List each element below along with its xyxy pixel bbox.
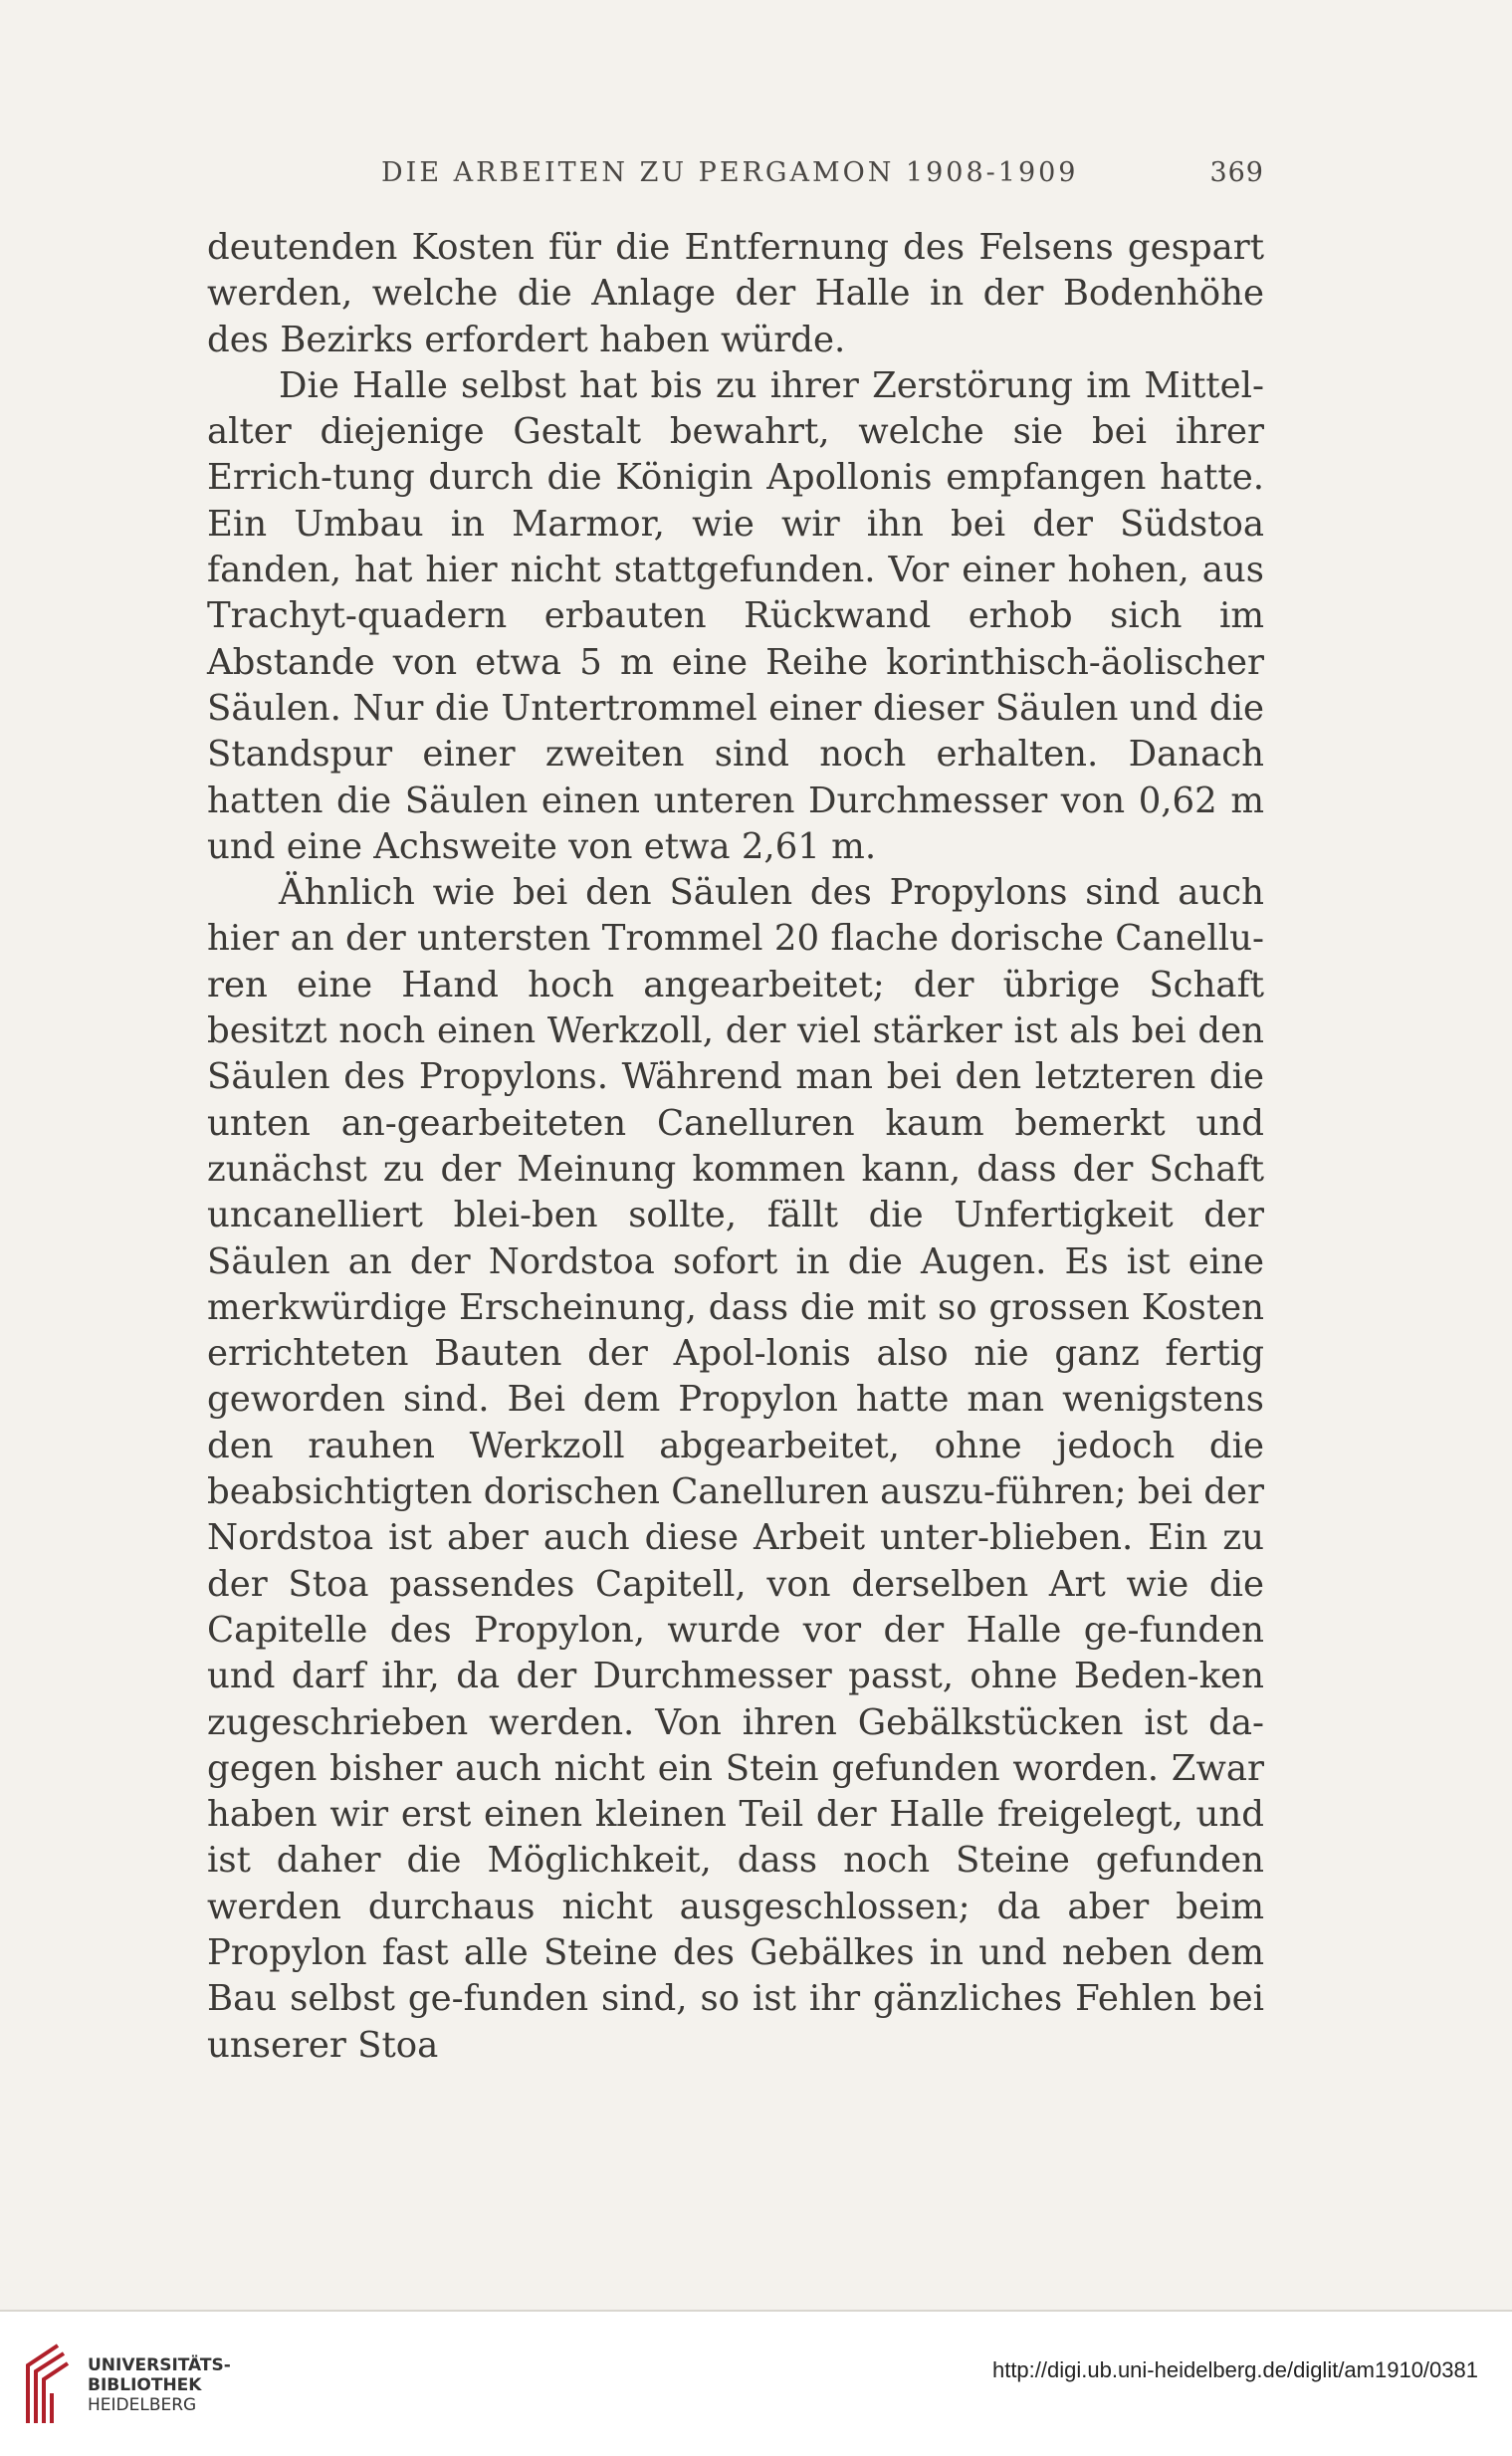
library-name <box>88 2355 231 2415</box>
library-name-line2: BIBLIOTHEK <box>88 2375 202 2395</box>
page-number: 369 <box>1209 157 1264 188</box>
footer-bar <box>0 2310 1512 2456</box>
running-title: DIE ARBEITEN ZU PERGAMON 1908-1909 <box>381 157 1079 188</box>
body-text <box>207 225 1264 2069</box>
paragraph-2: Die Halle selbst hat bis zu ihrer Zerstörung im Mittel-alter diejenige Gestalt bewahrt, welche sie bei ihrer Errich-tung durch die Königin Apollonis empfangen hatte. Ein Umbau in Marmor, wie wir ihn bei der Südstoa fanden, hat hier nicht stattgefunden. Vor einer hohen, aus Trachyt-quadern erbauten Rückwand erhob sich im Abstande von etwa 5 m eine Reihe korinthisch-äolischer Säulen. Nur die Untertrommel einer dieser Säulen und die Standspur einer zweiten sind noch erhalten. Danach hatten die Säulen einen unteren Durchmesser von 0,62 m und eine Achsweite von etwa 2,61 m. <box>207 364 1264 867</box>
running-head <box>207 157 1264 203</box>
library-name-line1: UNIVERSITÄTS- <box>88 2355 231 2375</box>
source-url-link[interactable]: http://digi.ub.uni-heidelberg.de/diglit/am1910/0381 <box>991 2357 1478 2382</box>
paragraph-3: Ähnlich wie bei den Säulen des Propylons sind auch hier an der untersten Trommel 20 flache dorische Canellu-ren eine Hand hoch angearbeitet; der übrige Schaft besitzt noch einen Werkzoll, der viel stärker ist als bei den Säulen des Propylons. Während man bei den letzteren die unten an-gearbeiteten Canelluren kaum bemerkt und zunächst zu der Meinung kommen kann, dass der Schaft uncanelliert blei-ben sollte, fällt die Unfertigkeit der Säulen an der Nordstoa sofort in die Augen. Es ist eine merkwürdige Erscheinung, dass die mit so grossen Kosten errichteten Bauten der Apol-lonis also nie ganz fertig geworden sind. Bei dem Propylon hatte man wenigstens den rauhen Werkzoll abgearbeitet, ohne jedoch die beabsichtigten dorischen Canelluren auszu-führen; bei der Nordstoa ist aber auch diese Arbeit unter-blieben. Ein zu der Stoa passendes Capitell, von derselben Art wie die Capitelle des Propylon, wurde vor der Halle ge-funden und darf ihr, da der Durchmesser passt, ohne Beden-ken zugeschrieben werden. Von ihren Gebälkstücken ist da-gegen bisher auch nicht ein Stein gefunden worden. Zwar haben wir erst einen kleinen Teil der Halle freigelegt, und ist daher die Möglichkeit, dass noch Steine gefunden werden durchaus nicht ausgeschlossen; da aber beim Propylon fast alle Steine des Gebälkes in und neben dem Bau selbst ge-funden sind, so ist ihr gänzliches Fehlen bei unserer Stoa <box>207 872 1264 2066</box>
library-logo-icon <box>18 2342 72 2427</box>
library-name-line3: HEIDELBERG <box>88 2395 197 2415</box>
paragraph-1: deutenden Kosten für die Entfernung des Felsens gespart werden, welche die Anlage der Halle in der Bodenhöhe des Bezirks erfordert haben würde. <box>207 227 1264 360</box>
